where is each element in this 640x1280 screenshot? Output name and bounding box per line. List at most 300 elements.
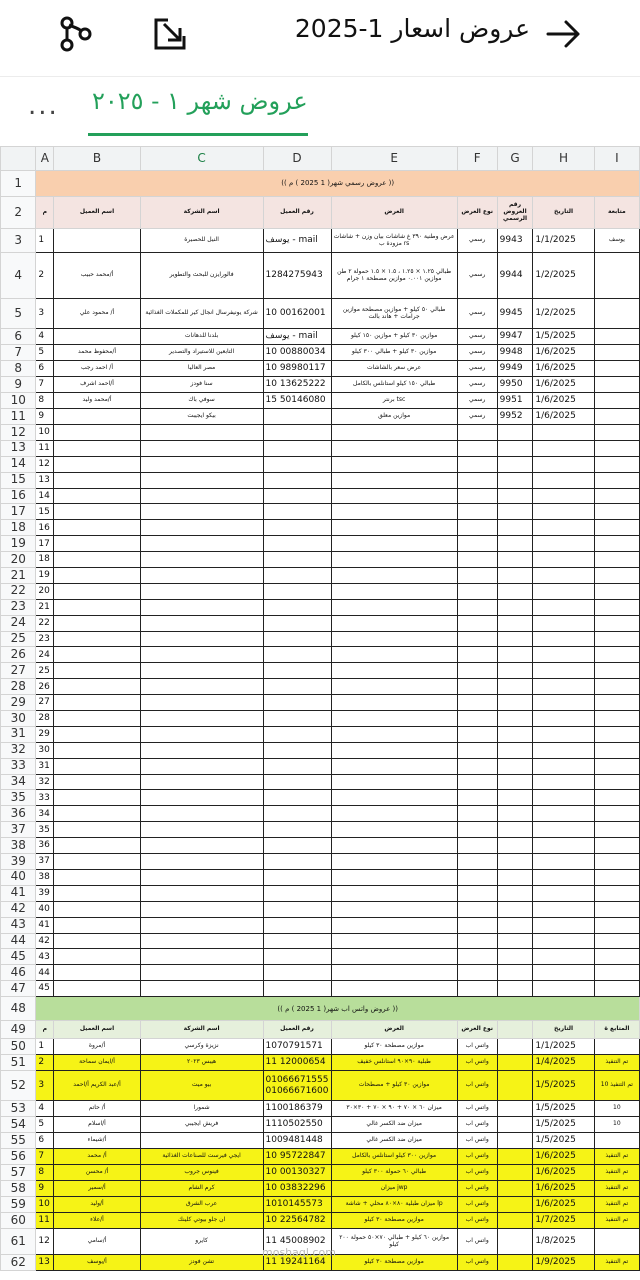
cell[interactable]: يوسف - mail [263,329,331,345]
cell[interactable] [140,822,263,838]
cell[interactable] [331,440,457,456]
row-number[interactable]: 54 [1,1117,36,1133]
row-number[interactable]: 3 [1,229,36,253]
cell[interactable] [497,949,533,965]
cell[interactable] [331,917,457,933]
cell[interactable] [497,552,533,568]
cell[interactable] [263,774,331,790]
cell[interactable] [594,949,639,965]
cell[interactable] [140,552,263,568]
cell[interactable] [54,854,140,870]
row-number[interactable]: 5 [1,299,36,329]
cell[interactable] [331,472,457,488]
row-number[interactable]: 34 [1,774,36,790]
row-number[interactable]: 19 [1,536,36,552]
cell[interactable]: 10 [36,1197,54,1213]
cell[interactable]: 10 03832296 [263,1181,331,1197]
cell[interactable] [54,822,140,838]
cell[interactable] [533,440,594,456]
cell[interactable] [263,536,331,552]
cell[interactable] [54,981,140,997]
cell[interactable] [497,933,533,949]
cell[interactable]: أ/ايمان سماحة [54,1055,140,1071]
cell[interactable]: 45 [36,981,54,997]
cell[interactable] [497,1149,533,1165]
row-number[interactable]: 11 [1,409,36,425]
header-cell[interactable]: رقم العروض الرسمي [497,197,533,229]
cell[interactable]: 10 98980117 [263,361,331,377]
cell[interactable]: 1/5/2025 [533,1117,594,1133]
cell[interactable] [140,695,263,711]
cell[interactable]: تشن فودز [140,1255,263,1271]
cell[interactable] [497,1055,533,1071]
cell[interactable]: ميزان ضد الكسر غالي [331,1133,457,1149]
cell[interactable] [457,854,497,870]
header-cell[interactable]: المتابع ة [594,1021,639,1039]
header-cell[interactable]: التاريخ [533,1021,594,1039]
cell[interactable] [594,615,639,631]
cell[interactable]: 1/1/2025 [533,1039,594,1055]
row-number[interactable]: 8 [1,361,36,377]
cell[interactable]: ان جلو بيوتي كلينك [140,1213,263,1229]
cell[interactable] [331,854,457,870]
cell[interactable] [140,631,263,647]
cell[interactable] [594,1229,639,1255]
cell[interactable]: 11 [36,440,54,456]
cell[interactable]: 10 [36,425,54,441]
row-number[interactable]: 55 [1,1133,36,1149]
row-number[interactable]: 40 [1,869,36,885]
cell[interactable]: 1/5/2025 [533,1071,594,1101]
cell[interactable]: 10 00162001 [263,299,331,329]
cell[interactable] [140,536,263,552]
cell[interactable] [140,869,263,885]
cell[interactable] [533,568,594,584]
cell[interactable]: تم التنفيذ [594,1197,639,1213]
cell[interactable] [263,711,331,727]
cell[interactable] [140,679,263,695]
column-header[interactable]: C [140,147,263,171]
cell[interactable]: 28 [36,711,54,727]
row-number[interactable]: 62 [1,1255,36,1271]
cell[interactable]: 23 [36,631,54,647]
more-dots-icon[interactable]: ... [28,91,59,121]
row-number[interactable]: 41 [1,885,36,901]
cell[interactable] [263,663,331,679]
row-number[interactable]: 37 [1,822,36,838]
cell[interactable]: 26 [36,679,54,695]
cell[interactable] [457,981,497,997]
cell[interactable]: أ/اسلام [54,1117,140,1133]
row-number[interactable]: 23 [1,599,36,615]
row-number[interactable]: 2 [1,197,36,229]
header-cell[interactable]: رقم العميل [263,1021,331,1039]
cell[interactable] [533,790,594,806]
section1-banner[interactable]: (( عروض رسمي شهر( 1 2025 ) م )) [36,171,640,197]
cell[interactable]: أ/يوسف [54,1255,140,1271]
cell[interactable] [594,838,639,854]
cell[interactable] [331,774,457,790]
cell[interactable] [54,758,140,774]
cell[interactable] [54,806,140,822]
cell[interactable]: النيل للحصيرة [140,229,263,253]
cell[interactable]: مصر العاليا [140,361,263,377]
cell[interactable] [140,520,263,536]
cell[interactable]: برنتر tsc [331,393,457,409]
cell[interactable] [457,758,497,774]
header-cell[interactable]: م [36,197,54,229]
cell[interactable] [457,695,497,711]
row-number[interactable]: 39 [1,854,36,870]
cell[interactable] [497,695,533,711]
cell[interactable]: 1/2/2025 [533,253,594,299]
cell[interactable] [331,949,457,965]
cell[interactable]: أ/عبد الكريم أ/احمد [54,1071,140,1101]
cell[interactable]: واتس اب [457,1255,497,1271]
cell[interactable] [533,981,594,997]
cell[interactable]: 1 [36,1039,54,1055]
cell[interactable]: 9952 [497,409,533,425]
cell[interactable]: 43 [36,949,54,965]
cell[interactable]: واتس اب [457,1181,497,1197]
cell[interactable] [54,647,140,663]
cell[interactable] [263,981,331,997]
cell[interactable] [533,583,594,599]
cell[interactable]: أ/احمد اشرف [54,377,140,393]
row-number[interactable]: 33 [1,758,36,774]
cell[interactable] [331,583,457,599]
cell[interactable] [533,901,594,917]
row-number[interactable]: 4 [1,253,36,299]
row-number[interactable]: 25 [1,631,36,647]
row-number[interactable]: 31 [1,726,36,742]
column-header[interactable]: A [36,147,54,171]
column-header[interactable]: B [54,147,140,171]
cell[interactable]: رسمي [457,299,497,329]
cell[interactable] [594,377,639,393]
cell[interactable]: بيو ميت [140,1071,263,1101]
cell[interactable]: 1/7/2025 [533,1213,594,1229]
cell[interactable] [457,663,497,679]
cell[interactable] [594,917,639,933]
row-number[interactable]: 43 [1,917,36,933]
cell[interactable]: 38 [36,869,54,885]
row-number[interactable]: 22 [1,583,36,599]
cell[interactable] [497,806,533,822]
cell[interactable]: أ/وليد [54,1197,140,1213]
cell[interactable]: سوفي باك [140,393,263,409]
cell[interactable]: يوسف [594,229,639,253]
cell[interactable] [263,695,331,711]
cell[interactable] [457,885,497,901]
cell[interactable] [497,1229,533,1255]
cell[interactable] [331,806,457,822]
cell[interactable] [594,695,639,711]
cell[interactable] [140,933,263,949]
cell[interactable]: كرم الشام [140,1181,263,1197]
cell[interactable] [594,647,639,663]
cell[interactable]: 1/1/2025 [533,229,594,253]
cell[interactable]: 10 [594,1117,639,1133]
cell[interactable] [497,885,533,901]
cell[interactable] [533,885,594,901]
cell[interactable]: واتس اب [457,1213,497,1229]
cell[interactable]: 8 [36,1165,54,1181]
header-cell[interactable]: اسم العميل [54,197,140,229]
cell[interactable] [54,774,140,790]
cell[interactable] [497,679,533,695]
cell[interactable] [533,726,594,742]
cell[interactable]: 9 [36,409,54,425]
cell[interactable] [331,981,457,997]
cell[interactable]: 10 22564782 [263,1213,331,1229]
cell[interactable] [331,695,457,711]
cell[interactable] [594,253,639,299]
cell[interactable] [533,615,594,631]
cell[interactable]: شركة يونيفرسال انجال كير للمكملات الغذائية [140,299,263,329]
share-icon[interactable] [52,12,96,56]
cell[interactable] [594,981,639,997]
cell[interactable] [54,917,140,933]
cell[interactable] [594,806,639,822]
cell[interactable]: 1100186379 [263,1101,331,1117]
cell[interactable]: تم التنفيذ [594,1255,639,1271]
cell[interactable]: رسمي [457,377,497,393]
cell[interactable]: 16 [36,520,54,536]
cell[interactable] [533,742,594,758]
cell[interactable]: 1284275943 [263,253,331,299]
cell[interactable]: عرب الشرق [140,1197,263,1213]
row-number[interactable]: 36 [1,806,36,822]
cell[interactable] [140,885,263,901]
cell[interactable] [140,440,263,456]
cell[interactable]: 1/9/2025 [533,1255,594,1271]
cell[interactable] [54,440,140,456]
cell[interactable]: 15 50146080 [263,393,331,409]
cell[interactable] [140,806,263,822]
cell[interactable]: 29 [36,726,54,742]
cell[interactable] [457,536,497,552]
cell[interactable] [263,806,331,822]
cell[interactable] [594,758,639,774]
cell[interactable] [457,822,497,838]
cell[interactable]: 12 [36,1229,54,1255]
cell[interactable]: تم التنفيذ [594,1181,639,1197]
cell[interactable]: 11 [36,1213,54,1229]
cell[interactable] [54,663,140,679]
cell[interactable]: هيبس ٢٠٢٣ [140,1055,263,1071]
cell[interactable] [457,679,497,695]
cell[interactable] [263,965,331,981]
cell[interactable] [497,472,533,488]
cell[interactable] [140,917,263,933]
cell[interactable]: 32 [36,774,54,790]
cell[interactable] [54,869,140,885]
cell[interactable]: واتس اب [457,1039,497,1055]
cell[interactable] [533,520,594,536]
cell[interactable] [331,599,457,615]
cell[interactable] [457,472,497,488]
cell[interactable] [497,504,533,520]
row-number[interactable]: 15 [1,472,36,488]
cell[interactable] [140,726,263,742]
cell[interactable] [457,456,497,472]
cell[interactable] [533,949,594,965]
cell[interactable] [263,425,331,441]
cell[interactable] [497,981,533,997]
row-number[interactable]: 14 [1,456,36,472]
cell[interactable]: 35 [36,822,54,838]
cell[interactable] [140,663,263,679]
row-number[interactable]: 42 [1,901,36,917]
cell[interactable] [594,885,639,901]
row-number[interactable]: 17 [1,504,36,520]
cell[interactable] [497,615,533,631]
cell[interactable] [594,472,639,488]
cell[interactable] [263,504,331,520]
cell[interactable] [497,456,533,472]
cell[interactable] [54,583,140,599]
cell[interactable] [533,838,594,854]
cell[interactable]: 14 [36,488,54,504]
cell[interactable] [140,901,263,917]
cell[interactable] [533,758,594,774]
cell[interactable]: واتس اب [457,1165,497,1181]
cell[interactable] [140,425,263,441]
row-number[interactable]: 10 [1,393,36,409]
cell[interactable]: 9948 [497,345,533,361]
cell[interactable] [497,742,533,758]
cell[interactable]: 7 [36,377,54,393]
column-header[interactable]: I [594,147,639,171]
row-number[interactable]: 50 [1,1039,36,1055]
cell[interactable] [457,425,497,441]
cell[interactable]: تم التنفيذ [594,1165,639,1181]
cell[interactable]: 34 [36,806,54,822]
cell[interactable]: رسمي [457,409,497,425]
cell[interactable] [263,822,331,838]
cell[interactable] [594,726,639,742]
cell[interactable] [497,869,533,885]
cell[interactable] [54,599,140,615]
header-cell[interactable]: اسم الشركة [140,197,263,229]
cell[interactable] [497,838,533,854]
sheet-tab-label[interactable]: عروض شهر ١ - ٢٠٢٥ [92,87,308,115]
cell[interactable]: عرض وطنية ٣٩٠ غ شاشات بيان وزن + شاشات مزودة ب rs [331,229,457,253]
row-number[interactable]: 29 [1,695,36,711]
cell[interactable]: 10 00880034 [263,345,331,361]
cell[interactable] [457,711,497,727]
cell[interactable]: 6 [36,1133,54,1149]
cell[interactable] [594,663,639,679]
cell[interactable] [594,854,639,870]
cell[interactable] [497,1181,533,1197]
cell[interactable] [54,838,140,854]
cell[interactable] [594,631,639,647]
cell[interactable]: 9943 [497,229,533,253]
cell[interactable] [54,711,140,727]
cell[interactable] [497,568,533,584]
cell[interactable]: 1/2/2025 [533,299,594,329]
cell[interactable]: واتس اب [457,1197,497,1213]
cell[interactable]: تم التنفيذ [594,1149,639,1165]
cell[interactable] [497,1165,533,1181]
cell[interactable]: 13 [36,1255,54,1271]
cell[interactable] [457,917,497,933]
cell[interactable] [497,1071,533,1101]
cell[interactable] [533,854,594,870]
cell[interactable] [331,885,457,901]
cell[interactable] [533,552,594,568]
row-number[interactable]: 47 [1,981,36,997]
row-number[interactable]: 58 [1,1181,36,1197]
header-cell[interactable]: التاريخ [533,197,594,229]
cell[interactable] [140,488,263,504]
cell[interactable] [331,488,457,504]
cell[interactable]: 6 [36,361,54,377]
cell[interactable]: 1/5/2025 [533,1101,594,1117]
cell[interactable] [457,488,497,504]
cell[interactable]: أ/ حاتم [54,1101,140,1117]
cell[interactable] [594,1039,639,1055]
cell[interactable]: موازين معلق [331,409,457,425]
row-number[interactable]: 45 [1,949,36,965]
cell[interactable] [497,1039,533,1055]
cell[interactable] [533,679,594,695]
row-number[interactable]: 7 [1,345,36,361]
cell[interactable]: 9950 [497,377,533,393]
cell[interactable] [457,568,497,584]
cell[interactable] [497,1133,533,1149]
cell[interactable]: 9945 [497,299,533,329]
cell[interactable]: موازين ٣٠ كيلو + موازين ١٥٠ كيلو [331,329,457,345]
cell[interactable]: 1/5/2025 [533,1133,594,1149]
cell[interactable]: 4 [36,329,54,345]
cell[interactable] [533,822,594,838]
cell[interactable] [140,647,263,663]
row-number[interactable]: 12 [1,425,36,441]
cell[interactable] [263,552,331,568]
cell[interactable] [594,425,639,441]
cell[interactable]: رسمي [457,361,497,377]
cell[interactable] [497,647,533,663]
cell[interactable] [331,504,457,520]
cell[interactable] [497,536,533,552]
cell[interactable]: 7 [36,1149,54,1165]
cell[interactable] [533,711,594,727]
cell[interactable]: 12 [36,456,54,472]
cell[interactable] [594,329,639,345]
cell[interactable] [594,361,639,377]
cell[interactable]: رسمي [457,229,497,253]
cell[interactable]: تم التنفيذ [594,1213,639,1229]
cell[interactable] [140,790,263,806]
cell[interactable] [331,901,457,917]
header-cell[interactable]: متابعة [594,197,639,229]
cell[interactable]: 1010145573 [263,1197,331,1213]
cell[interactable] [263,854,331,870]
cell[interactable] [54,536,140,552]
cell[interactable] [331,536,457,552]
cell[interactable] [594,568,639,584]
cell[interactable]: 44 [36,965,54,981]
cell[interactable] [140,758,263,774]
header-cell[interactable]: العرض [331,1021,457,1039]
cell[interactable]: 25 [36,663,54,679]
cell[interactable] [263,599,331,615]
cell[interactable] [497,822,533,838]
cell[interactable]: ميزان ضد الكسر غالي [331,1117,457,1133]
